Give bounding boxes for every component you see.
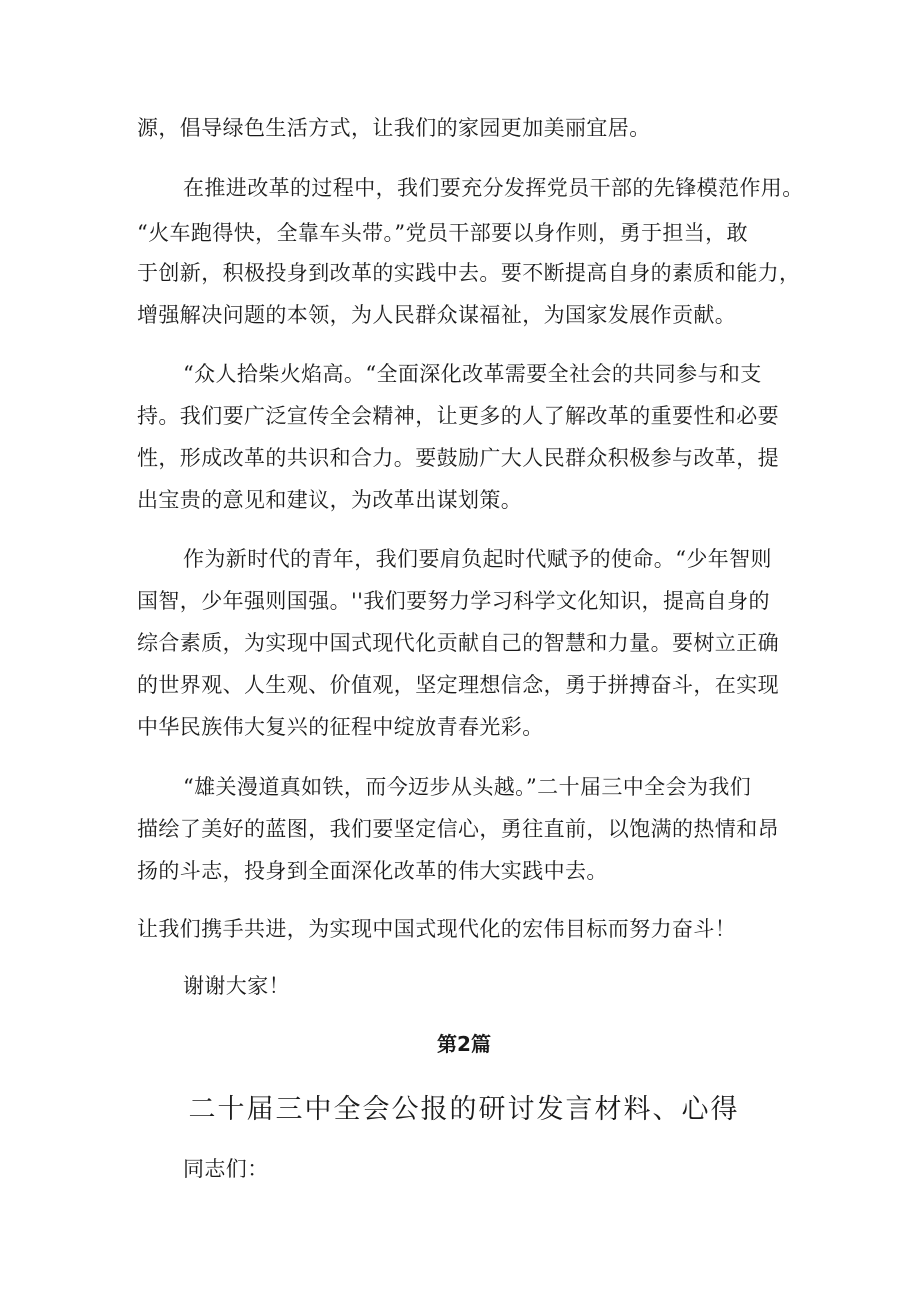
paragraph-line: 描绘了美好的蓝图，我们要坚定信心，勇往直前，以饱满的热情和昂 [137,817,779,841]
paragraph-line: “火车跑得快，全靠车头带。”党员干部要以身作则，勇于担当，敢 [137,221,748,245]
paragraph-line: 持。我们要广泛宣传全会精神，让更多的人了解改革的重要性和必要 [137,404,779,428]
paragraph-line: 的世界观、人生观、价值观，坚定理想信念，勇于拼搏奋斗，在实现 [137,673,779,697]
paragraph-line: 扬的斗志，投身到全面深化改革的伟大实践中去。 [137,859,608,883]
paragraph-line: 于创新，积极投身到改革的实践中去。要不断提高自身的素质和能力， [137,261,801,285]
paragraph-line: 中华民族伟大复兴的征程中绽放青春光彩。 [137,715,544,739]
salutation: 同志们： [183,1157,269,1181]
paragraph-line: “众人拾柴火焰高。“全面深化改革需要全社会的共同参与和支 [183,362,762,386]
document-title: 二十届三中全会公报的研讨发言材料、心得 [188,1094,740,1125]
paragraph-line: 出宝贵的意见和建议，为改革出谋划策。 [137,488,523,512]
paragraph-line: 综合素质，为实现中国式现代化贡献自己的智慧和力量。要树立正确 [137,631,779,655]
section-number: 第2篇 [437,1032,491,1056]
paragraph-line: 在推进改革的过程中，我们要充分发挥党员干部的先锋模范作用。 [183,176,804,200]
paragraph-line: 作为新时代的青年，我们要肩负起时代赋予的使命。“少年智则 [183,547,772,571]
paragraph-line: 国智，少年强则国强。''我们要努力学习科学文化知识，提高自身的 [137,589,770,613]
paragraph-line: 源，倡导绿色生活方式，让我们的家园更加美丽宜居。 [137,116,651,140]
closing-thanks: 谢谢大家！ [183,974,290,998]
paragraph-line: 性，形成改革的共识和合力。要鼓励广大人民群众积极参与改革，提 [137,446,779,470]
paragraph-line: 让我们携手共进，为实现中国式现代化的宏伟目标而努力奋斗！ [137,917,737,941]
paragraph-line: 增强解决问题的本领，为人民群众谋福祉，为国家发展作贡献。 [137,303,737,327]
paragraph-line: “雄关漫道真如铁，而今迈步从头越。”二十届三中全会为我们 [183,775,752,799]
